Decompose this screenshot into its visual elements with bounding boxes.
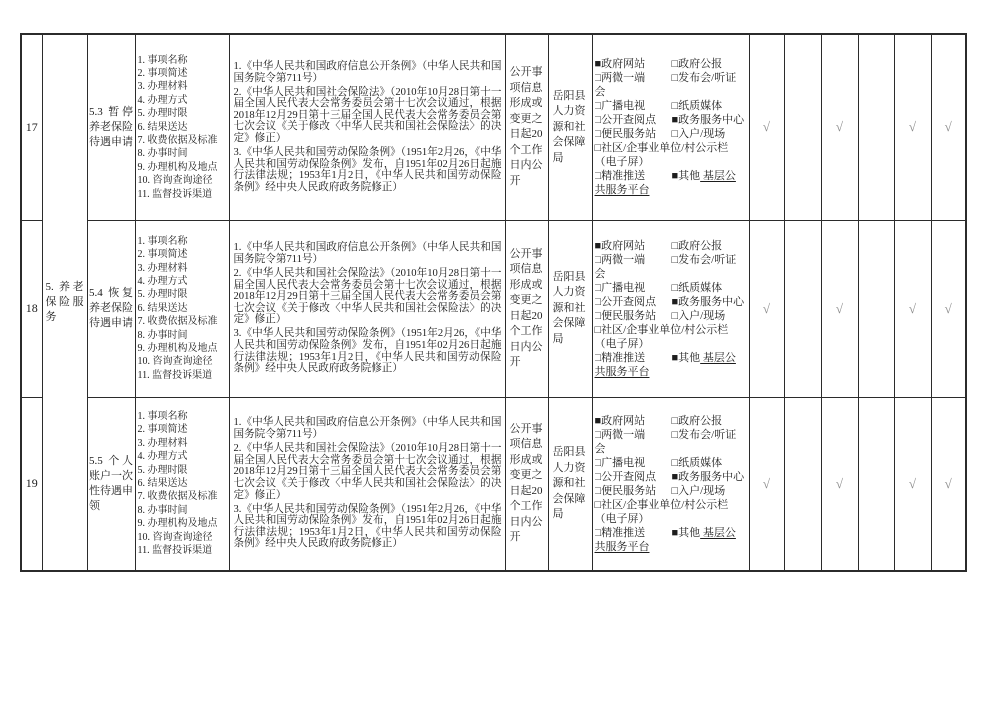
channel-option: □社区/企事业单位/村公示栏 bbox=[594, 142, 729, 155]
element-line: 6. 结果送达 bbox=[137, 478, 188, 490]
legal-clause: 1.《中华人民共和国政府信息公开条例》（中华人民共和国国务院令第711号） bbox=[233, 60, 502, 84]
time-limit-cell bbox=[505, 397, 548, 571]
element-line: 7. 收费依据及标准 bbox=[137, 491, 218, 503]
channel-option: □公开查阅点 bbox=[594, 470, 657, 483]
mark-cell-2 bbox=[784, 220, 821, 397]
channel-option: □纸质媒体 bbox=[671, 281, 723, 294]
filled-blank: 共服务平台 bbox=[594, 365, 650, 378]
channel-option: 会 bbox=[594, 267, 606, 280]
channel-option: □政府公报 bbox=[671, 414, 723, 427]
responsible-unit-cell bbox=[548, 220, 592, 397]
channel-option: ■政府网站 bbox=[594, 239, 646, 252]
mark-cell-4 bbox=[858, 34, 894, 220]
element-line: 7. 收费依据及标准 bbox=[137, 134, 218, 146]
mark-cell-2 bbox=[784, 397, 821, 571]
channel-line bbox=[595, 295, 747, 309]
channel-option: □发布会/听证 bbox=[671, 72, 737, 85]
mark-cell-6 bbox=[931, 397, 966, 571]
legal-basis-cell bbox=[229, 397, 505, 571]
element-line: 9. 办理机构及地点 bbox=[137, 161, 218, 173]
table-row bbox=[21, 34, 966, 220]
element-line: 10. 咨询查询途径 bbox=[137, 175, 213, 187]
item-label: 5.3 暂停养老保险待遇申请 bbox=[89, 105, 133, 148]
channel-line bbox=[595, 365, 747, 379]
channel-option: （电子屏） bbox=[594, 512, 650, 525]
element-line: 9. 办理机构及地点 bbox=[137, 343, 218, 355]
time-limit-text: 公开事项信息形成或变更之日起20个工作日内公开 bbox=[509, 422, 543, 544]
element-line: 1. 事项名称 bbox=[137, 235, 188, 247]
table-body bbox=[21, 34, 966, 571]
channel-line bbox=[595, 267, 747, 281]
channel-line bbox=[595, 456, 747, 470]
channel-option: □发布会/听证 bbox=[671, 428, 737, 441]
mark-cell-5 bbox=[894, 220, 931, 397]
channel-option: ■其他 基层公 bbox=[671, 351, 736, 364]
responsible-unit-cell bbox=[548, 34, 592, 220]
legal-basis-text bbox=[230, 242, 505, 375]
responsible-unit-text: 岳阳县人力资源和社会保障局 bbox=[552, 89, 586, 164]
channel-option: □纸质媒体 bbox=[671, 456, 723, 469]
checkmark: √ bbox=[908, 475, 917, 491]
channel-option: □社区/企事业单位/村公示栏 bbox=[594, 323, 729, 336]
mark-cell-2 bbox=[784, 34, 821, 220]
filled-blank: 基层公 bbox=[700, 170, 736, 183]
element-line: 6. 结果送达 bbox=[137, 302, 188, 314]
checkmark: √ bbox=[908, 300, 917, 316]
channel-line bbox=[595, 498, 747, 512]
filled-blank: 基层公 bbox=[700, 526, 736, 539]
checkmark: √ bbox=[835, 300, 844, 316]
channel-line bbox=[595, 442, 747, 456]
channel-option: 会 bbox=[594, 86, 606, 99]
mark-cell-6 bbox=[931, 220, 966, 397]
channels-cell bbox=[592, 397, 749, 571]
mark-cell-3 bbox=[821, 397, 858, 571]
elements-list bbox=[136, 410, 229, 557]
element-line: 2. 事项简述 bbox=[137, 424, 188, 436]
legal-basis-cell bbox=[229, 34, 505, 220]
responsible-unit-text: 岳阳县人力资源和社会保障局 bbox=[552, 446, 586, 520]
channel-option: □便民服务站 bbox=[594, 309, 657, 322]
legal-clause: 2.《中华人民共和国社会保险法》（2010年10月28日第十一届全国人民代表大会常务委员会第十七次会议通过，根据2018年12月29日第十三届全国人民代表大会常务委员会第七次会议《关于修改〈中华人民共和国社会保险法〉的决定》修正） bbox=[233, 267, 502, 326]
channel-line bbox=[595, 253, 747, 267]
checkmark: √ bbox=[762, 300, 771, 316]
element-line: 10. 咨询查询途径 bbox=[137, 356, 213, 368]
filled-blank: 共服务平台 bbox=[594, 540, 650, 553]
filled-blank: 基层公 bbox=[700, 351, 736, 364]
channel-option bbox=[595, 183, 650, 197]
channels-cell bbox=[592, 34, 749, 220]
channel-line bbox=[595, 183, 747, 197]
table-row bbox=[21, 397, 966, 571]
channel-option: □发布会/听证 bbox=[671, 253, 737, 266]
channels-list bbox=[593, 57, 749, 197]
element-line: 3. 办理材料 bbox=[137, 262, 188, 274]
channel-option: □两微一端 bbox=[594, 72, 646, 85]
item-name-cell bbox=[87, 220, 135, 397]
legal-clause: 3.《中华人民共和国劳动保险条例》（1951年2月26，《中华人民共和国劳动保险条例》发布，自1951年02月26日起施行法律法规；1953年1月2日，《中华人民共和国劳动保险条例》经中央人民政府政务院修正） bbox=[233, 503, 502, 550]
channel-line bbox=[595, 155, 747, 169]
legal-clause: 1.《中华人民共和国政府信息公开条例》（中华人民共和国国务院令第711号） bbox=[233, 242, 502, 265]
item-name-cell bbox=[87, 34, 135, 220]
row-number: 19 bbox=[25, 476, 38, 491]
channel-option: □政府公报 bbox=[671, 58, 723, 71]
channel-option: □精准推送 bbox=[594, 170, 646, 183]
category-label: 5. 养老保险服务 bbox=[45, 281, 84, 323]
mark-cell-4 bbox=[858, 220, 894, 397]
checkmark: √ bbox=[908, 119, 917, 135]
mark-cell-6 bbox=[931, 34, 966, 220]
checkmark: √ bbox=[835, 119, 844, 135]
channel-option: □便民服务站 bbox=[594, 484, 657, 497]
document-sheet bbox=[20, 33, 967, 572]
channel-option: □公开查阅点 bbox=[594, 114, 657, 127]
channels-cell bbox=[592, 220, 749, 397]
legal-clause: 3.《中华人民共和国劳动保险条例》（1951年2月26，《中华人民共和国劳动保险条例》发布，自1951年02月26日起施行法律法规；1953年1月2日，《中华人民共和国劳动保险条例》经中央人民政府政务院修正） bbox=[233, 147, 502, 193]
channel-option: □公开查阅点 bbox=[594, 295, 657, 308]
channel-option: □广播电视 bbox=[594, 456, 646, 469]
element-line: 11. 监督投诉渠道 bbox=[137, 188, 213, 200]
element-line: 2. 事项简述 bbox=[137, 67, 188, 79]
elements-cell bbox=[135, 34, 229, 220]
channel-option: □入户/现场 bbox=[671, 484, 726, 497]
element-line: 7. 收费依据及标准 bbox=[137, 316, 218, 328]
element-line: 1. 事项名称 bbox=[137, 411, 188, 423]
channels-list bbox=[593, 239, 749, 379]
channel-option: □广播电视 bbox=[594, 281, 646, 294]
channel-option: ■其他 基层公 bbox=[671, 170, 736, 183]
legal-clause: 2.《中华人民共和国社会保险法》（2010年10月28日第十一届全国人民代表大会常务委员会第十七次会议通过，根据2018年12月29日第十三届全国人民代表大会常务委员会第七次会议《关于修改〈中华人民共和国社会保险法〉的决定》修正） bbox=[233, 443, 502, 501]
time-limit-text: 公开事项信息形成或变更之日起20个工作日内公开 bbox=[509, 247, 543, 368]
channel-option: ■政府网站 bbox=[594, 58, 646, 71]
channel-line bbox=[595, 239, 747, 253]
element-line: 8. 办事时间 bbox=[137, 329, 188, 341]
disclosure-table bbox=[20, 33, 967, 572]
channel-option: ■政务服务中心 bbox=[671, 295, 745, 308]
mark-cell-1 bbox=[749, 34, 784, 220]
channel-option: （电子屏） bbox=[594, 156, 650, 169]
legal-clause: 2.《中华人民共和国社会保险法》（2010年10月28日第十一届全国人民代表大会常务委员会第十七次会议通过，根据2018年12月29日第十三届全国人民代表大会常务委员会第七次会议《关于修改〈中华人民共和国社会保险法〉的决定》修正） bbox=[233, 86, 502, 145]
elements-cell bbox=[135, 397, 229, 571]
item-name-cell bbox=[87, 397, 135, 571]
responsible-unit-cell bbox=[548, 397, 592, 571]
channel-line bbox=[595, 351, 747, 365]
mark-cell-5 bbox=[894, 34, 931, 220]
element-line: 4. 办理方式 bbox=[137, 275, 188, 287]
element-line: 3. 办理材料 bbox=[137, 81, 188, 93]
channel-option: ■政务服务中心 bbox=[671, 470, 745, 483]
time-limit-text: 公开事项信息形成或变更之日起20个工作日内公开 bbox=[509, 66, 543, 187]
channel-option: □广播电视 bbox=[594, 100, 646, 113]
legal-clause: 1.《中华人民共和国政府信息公开条例》（中华人民共和国国务院令第711号） bbox=[233, 417, 502, 441]
channel-option: □社区/企事业单位/村公示栏 bbox=[594, 498, 729, 511]
checkmark: √ bbox=[835, 475, 844, 491]
channel-option bbox=[595, 540, 650, 554]
item-label: 5.5 个人账户一次性待遇申领 bbox=[89, 454, 133, 512]
channel-line bbox=[595, 470, 747, 484]
channel-line bbox=[595, 323, 747, 337]
element-line: 6. 结果送达 bbox=[137, 121, 188, 133]
channel-line bbox=[595, 127, 747, 141]
channel-line bbox=[595, 484, 747, 498]
channel-option: □精准推送 bbox=[594, 351, 646, 364]
checkmark: √ bbox=[944, 475, 952, 491]
element-line: 5. 办理时限 bbox=[137, 289, 188, 301]
row-number: 17 bbox=[25, 119, 38, 134]
time-limit-cell bbox=[505, 34, 548, 220]
category-cell bbox=[42, 34, 87, 571]
channel-option: □两微一端 bbox=[594, 428, 646, 441]
channel-option: ■政务服务中心 bbox=[671, 114, 745, 127]
filled-blank: 共服务平台 bbox=[594, 184, 650, 197]
checkmark: √ bbox=[944, 300, 952, 316]
channel-line bbox=[595, 309, 747, 323]
element-line: 11. 监督投诉渠道 bbox=[137, 545, 213, 557]
legal-basis-cell bbox=[229, 220, 505, 397]
checkmark: √ bbox=[762, 475, 771, 491]
channel-option: ■其他 基层公 bbox=[671, 526, 736, 539]
channels-list bbox=[593, 414, 749, 554]
mark-cell-5 bbox=[894, 397, 931, 571]
channel-line bbox=[595, 540, 747, 554]
channel-option: □纸质媒体 bbox=[671, 100, 723, 113]
channel-line bbox=[595, 428, 747, 442]
channel-line bbox=[595, 71, 747, 85]
element-line: 8. 办事时间 bbox=[137, 504, 188, 516]
elements-list bbox=[136, 54, 229, 201]
channel-option: □入户/现场 bbox=[671, 128, 726, 141]
channel-option: ■政府网站 bbox=[594, 414, 646, 427]
legal-basis-text bbox=[230, 61, 505, 194]
table-row bbox=[21, 220, 966, 397]
row-number: 18 bbox=[25, 301, 38, 315]
channel-line bbox=[595, 281, 747, 295]
channel-option: □两微一端 bbox=[594, 253, 646, 266]
element-line: 4. 办理方式 bbox=[137, 94, 188, 106]
channel-line bbox=[595, 414, 747, 428]
mark-cell-3 bbox=[821, 34, 858, 220]
element-line: 9. 办理机构及地点 bbox=[137, 518, 218, 530]
element-line: 3. 办理材料 bbox=[137, 437, 188, 449]
element-line: 11. 监督投诉渠道 bbox=[137, 369, 213, 381]
row-number-cell bbox=[21, 34, 42, 220]
row-number-cell bbox=[21, 220, 42, 397]
channel-line bbox=[595, 85, 747, 99]
checkmark: √ bbox=[944, 119, 952, 135]
element-line: 5. 办理时限 bbox=[137, 108, 188, 120]
elements-list bbox=[136, 235, 229, 382]
legal-clause: 3.《中华人民共和国劳动保险条例》（1951年2月26，《中华人民共和国劳动保险条例》发布，自1951年02月26日起施行法律法规；1953年1月2日，《中华人民共和国劳动保险条例》经中央人民政府政务院修正） bbox=[233, 328, 502, 375]
row-number-cell bbox=[21, 397, 42, 571]
channel-line bbox=[595, 113, 747, 127]
channel-option: 会 bbox=[594, 442, 606, 455]
channel-line bbox=[595, 512, 747, 526]
item-label: 5.4 恢复养老保险待遇申请 bbox=[89, 287, 133, 329]
channel-line bbox=[595, 169, 747, 183]
channel-option: □精准推送 bbox=[594, 526, 646, 539]
channel-line bbox=[595, 57, 747, 71]
channel-line bbox=[595, 526, 747, 540]
checkmark: √ bbox=[762, 119, 771, 135]
channel-option: （电子屏） bbox=[594, 337, 650, 350]
mark-cell-3 bbox=[821, 220, 858, 397]
channel-line bbox=[595, 99, 747, 113]
responsible-unit-text: 岳阳县人力资源和社会保障局 bbox=[552, 270, 586, 345]
element-line: 8. 办事时间 bbox=[137, 148, 188, 160]
element-line: 5. 办理时限 bbox=[137, 464, 188, 476]
elements-cell bbox=[135, 220, 229, 397]
element-line: 10. 咨询查询途径 bbox=[137, 531, 213, 543]
channel-option: □入户/现场 bbox=[671, 309, 726, 322]
element-line: 1. 事项名称 bbox=[137, 54, 188, 66]
channel-option bbox=[595, 365, 650, 379]
channel-option: □便民服务站 bbox=[594, 128, 657, 141]
mark-cell-1 bbox=[749, 220, 784, 397]
time-limit-cell bbox=[505, 220, 548, 397]
mark-cell-4 bbox=[858, 397, 894, 571]
element-line: 2. 事项简述 bbox=[137, 249, 188, 261]
mark-cell-1 bbox=[749, 397, 784, 571]
channel-line bbox=[595, 141, 747, 155]
channel-line bbox=[595, 337, 747, 351]
channel-option: □政府公报 bbox=[671, 239, 723, 252]
legal-basis-text bbox=[230, 417, 505, 550]
element-line: 4. 办理方式 bbox=[137, 451, 188, 463]
